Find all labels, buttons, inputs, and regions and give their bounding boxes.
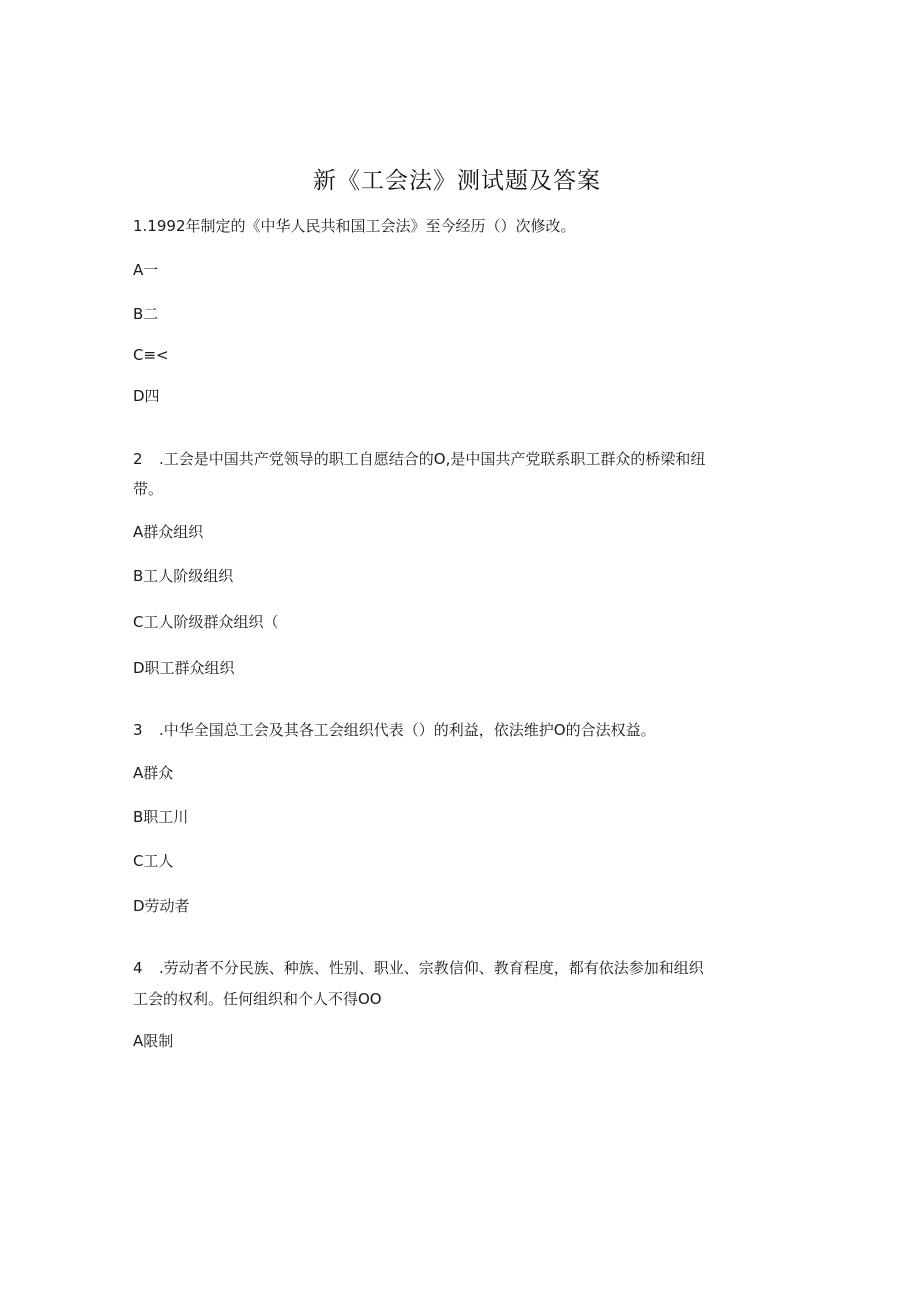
page-title: 新《工会法》测试题及答案 bbox=[313, 168, 601, 194]
question-3-option-b: B职工川 bbox=[133, 808, 189, 826]
question-3-option-d: D劳动者 bbox=[133, 897, 190, 915]
question-2-text: .工会是中国共产党领导的职工自愿结合的O,是中国共产党联系职工群众的桥梁和纽 bbox=[159, 450, 706, 468]
question-2-option-a: A群众组织 bbox=[133, 523, 204, 541]
question-4-number: 4 bbox=[133, 959, 143, 977]
question-2-option-d: D职工群众组织 bbox=[133, 659, 235, 677]
question-2-stem bbox=[133, 449, 705, 469]
question-1-text: 1.1992年制定的《中华人民共和国工会法》至今经历（）次修改。 bbox=[133, 217, 576, 235]
question-2-text-cont: 带。 bbox=[133, 480, 164, 498]
question-4-option-a: A限制 bbox=[133, 1032, 174, 1050]
question-4-text-cont: 工会的权利。任何组织和个人不得OO bbox=[133, 990, 382, 1008]
question-2-option-b: B工人阶级组织 bbox=[133, 567, 234, 585]
question-3-stem bbox=[133, 720, 656, 740]
question-3-text: .中华全国总工会及其各工会组织代表（）的利益，依法维护O的合法权益。 bbox=[159, 721, 656, 739]
question-2-number: 2 bbox=[133, 450, 143, 468]
question-1-option-d: D四 bbox=[133, 387, 160, 405]
question-2-option-c: C工人阶级群众组织（ bbox=[133, 613, 279, 631]
question-3-option-a: A群众 bbox=[133, 764, 174, 782]
question-1-option-b: B二 bbox=[133, 305, 159, 323]
question-1-option-a: A一 bbox=[133, 261, 159, 279]
question-4-stem bbox=[133, 958, 704, 978]
question-3-option-c: C工人 bbox=[133, 852, 174, 870]
question-1-option-c: C≡< bbox=[133, 346, 169, 364]
question-3-number: 3 bbox=[133, 721, 143, 739]
question-4-text: .劳动者不分民族、种族、性别、职业、宗教信仰、教育程度，都有依法参加和组织 bbox=[159, 959, 704, 977]
